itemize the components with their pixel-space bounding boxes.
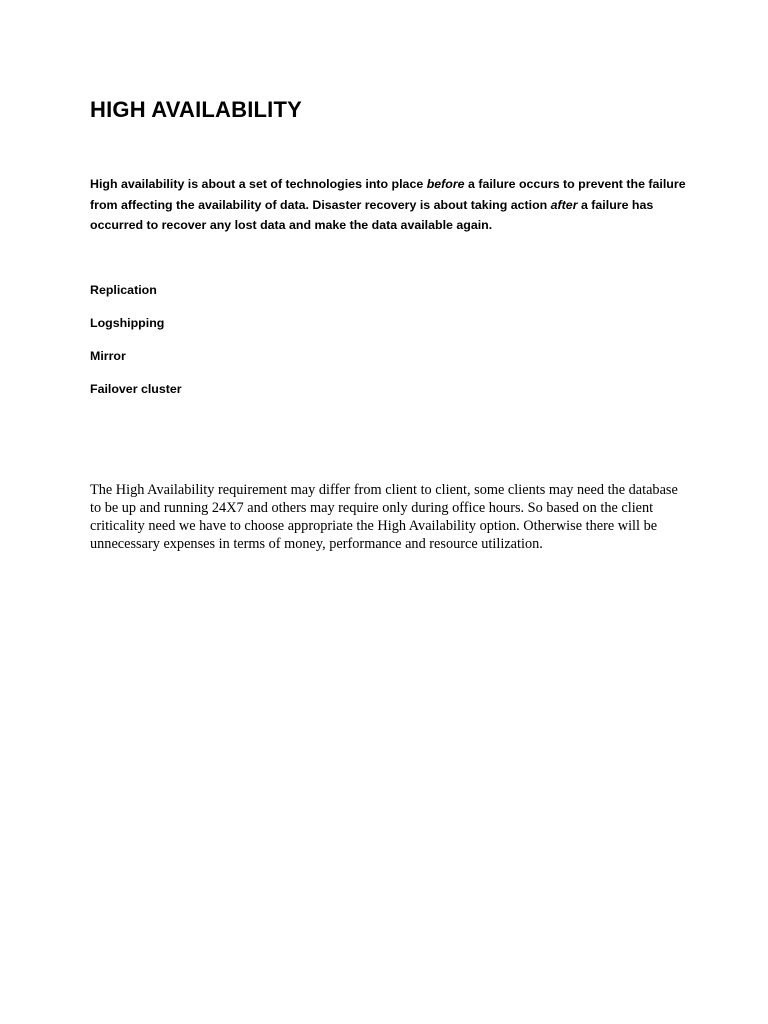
intro-emphasis-before: before — [426, 177, 465, 191]
body-paragraph: The High Availability requirement may differ from client to client, some clients may need the database to be up and running 24X7 and others may require only during office hours. So based on the client criticality need we have to choose appropriate the High Availability option. Otherwise there will be unnecessary expenses in terms of money, performance and resource utilization. — [90, 482, 678, 552]
availability-options-list — [90, 281, 182, 413]
page-title: HIGH AVAILABILITY — [90, 97, 302, 122]
intro-text-part-3: a failure has occurred to recover any lost data and make the data available again. — [90, 197, 654, 232]
intro-paragraph — [90, 174, 690, 236]
list-item: Logshipping — [90, 316, 165, 330]
intro-text-part-1: High availability is about a set of technologies into place — [90, 177, 427, 191]
intro-text-part-2: a failure occurs to prevent the failure from affecting the availability of data. Disaster recovery is about taking action — [90, 177, 686, 212]
list-item: Failover cluster — [90, 382, 182, 396]
list-item: Mirror — [90, 349, 126, 363]
intro-emphasis-after: after — [550, 197, 578, 212]
list-item: Replication — [90, 283, 157, 297]
